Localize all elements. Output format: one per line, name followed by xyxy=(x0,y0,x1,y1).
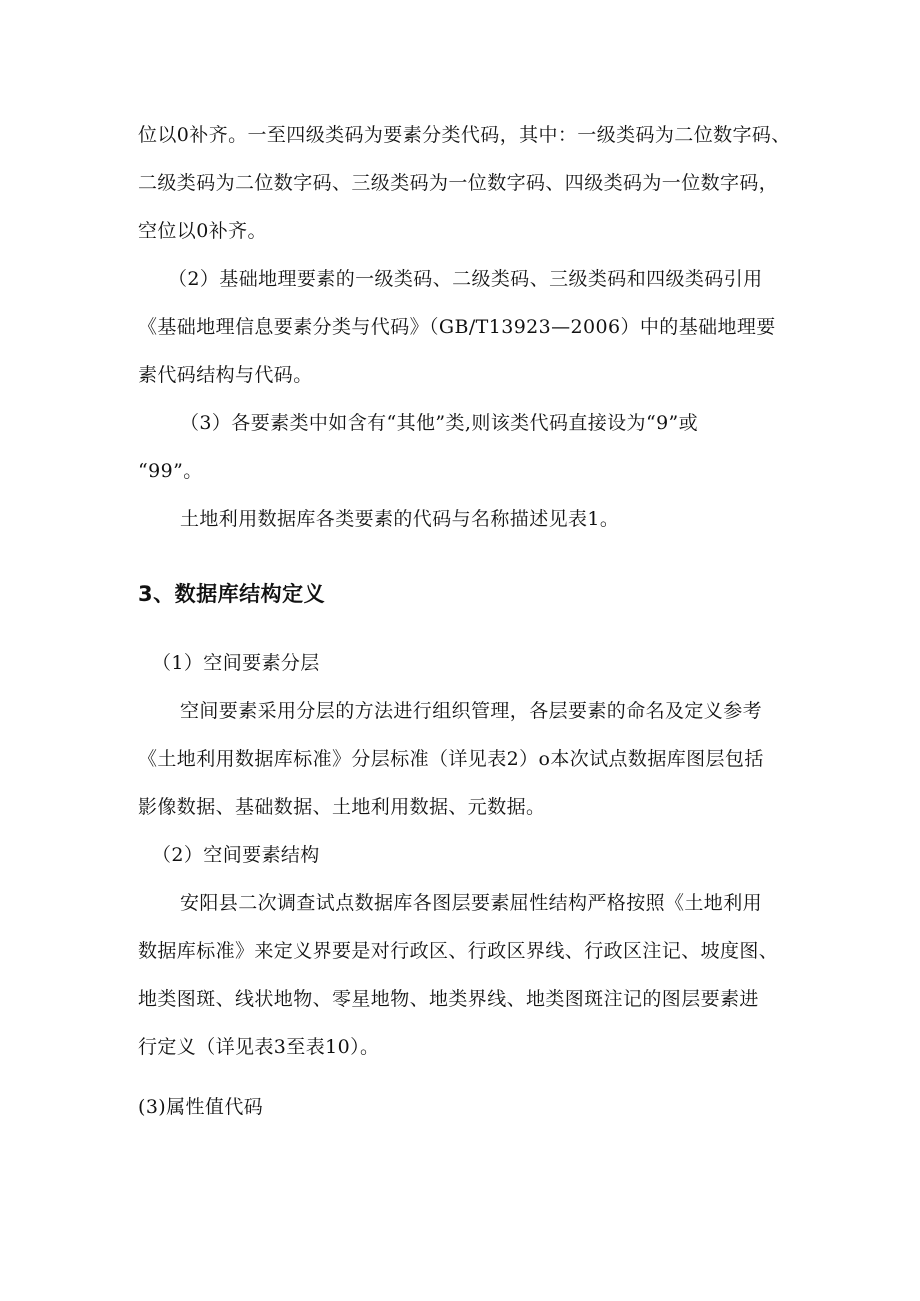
paragraph-line: 素代码结构与代码。 xyxy=(138,364,313,386)
paragraph-line: “99”。 xyxy=(138,460,203,482)
paragraph-line: 安阳县二次调查试点数据库各图层要素屈性结构严格按照《土地利用 xyxy=(180,892,763,914)
paragraph-line: 《土地利用数据库标准》分层标准（详见表2）o本次试点数据库图层包括 xyxy=(138,748,764,770)
section-heading: 3、数据库结构定义 xyxy=(138,582,326,606)
paragraph-line: 《基础地理信息要素分类与代码》（GB/T13923—2006）中的基础地理要 xyxy=(138,316,776,338)
paragraph-line: （2）基础地理要素的一级类码、二级类码、三级类码和四级类码引用 xyxy=(168,268,763,290)
subsection-title: （2）空间要素结构 xyxy=(152,844,320,866)
paragraph-line: 空位以0补齐。 xyxy=(138,220,267,242)
paragraph-line: 影像数据、基础数据、土地利用数据、元数据。 xyxy=(138,796,546,818)
paragraph-line: 地类图斑、线状地物、零星地物、地类界线、地类图斑注记的图层要素进 xyxy=(138,988,759,1010)
paragraph-line: 位以0补齐。一至四级类码为要素分类代码，其中：一级类码为二位数字码、 xyxy=(138,124,791,146)
subsection-title: (3)属性值代码 xyxy=(138,1096,264,1118)
paragraph-line: （3）各要素类中如含有“其他”类,则该类代码直接设为“9”或 xyxy=(180,412,699,434)
paragraph-line: 土地利用数据库各类要素的代码与名称描述见表1。 xyxy=(180,508,620,530)
paragraph-line: 行定义（详见表3至表10）。 xyxy=(138,1036,380,1058)
paragraph-line: 数据库标准》来定义界要是对行政区、行政区界线、行政区注记、坡度图、 xyxy=(138,940,779,962)
paragraph-line: 空间要素采用分层的方法进行组织管理，各层要素的命名及定义参考 xyxy=(180,700,763,722)
subsection-title: （1）空间要素分层 xyxy=(152,652,320,674)
paragraph-line: 二级类码为二位数字码、三级类码为一位数字码、四级类码为一位数字码， xyxy=(138,172,779,194)
